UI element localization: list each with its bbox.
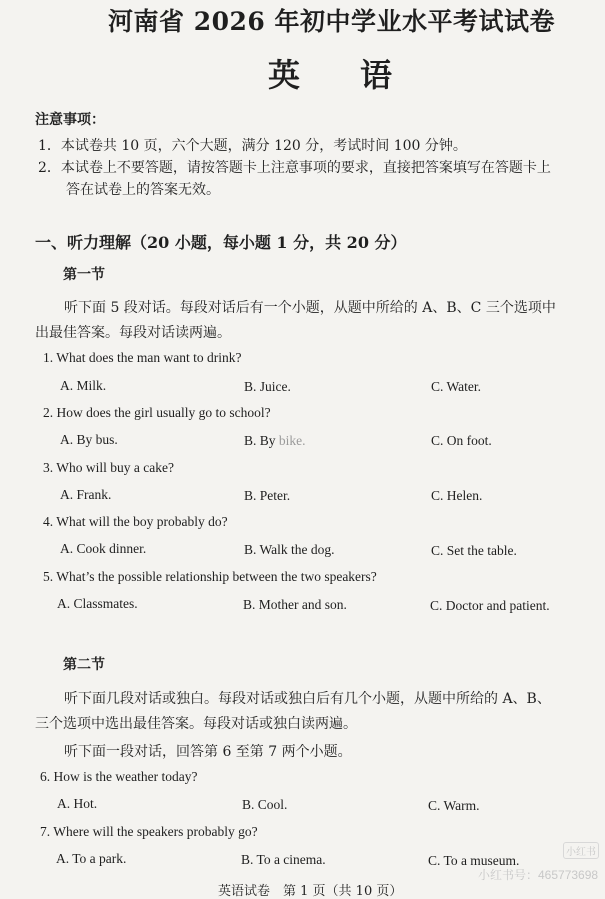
option-b-text: B. By — [244, 433, 279, 448]
watermark-text: 小红书号：465773698 — [478, 868, 599, 882]
option-a: A. Hot. — [57, 796, 98, 811]
notice-heading: 注意事项： — [35, 112, 105, 128]
notice-item: 答在试卷上的答案无效。 — [66, 182, 220, 198]
section1-instructions: 听下面 5 段对话。每段对话后有一个小题，从题中所给的 A、B、C 三个选项中 — [64, 300, 556, 316]
watermark-badge: 小红书 — [563, 842, 599, 859]
option-a: A. Classmates. — [57, 596, 138, 611]
question-3: 3. Who will buy a cake? — [43, 460, 174, 475]
option-a: A. Cook dinner. — [60, 541, 147, 556]
notice-item: 2．本试卷上不要答题，请按答题卡上注意事项的要求，直接把答案填写在答题卡上 — [38, 160, 551, 176]
option-b — [244, 433, 306, 449]
section1-instructions: 出最佳答案。每段对话读两遍。 — [35, 325, 231, 341]
option-b: B. To a cinema. — [241, 852, 326, 867]
question-4: 4. What will the boy probably do? — [43, 514, 228, 529]
question-1: 1. What does the man want to drink? — [43, 350, 242, 365]
option-c: C. Set the table. — [431, 543, 517, 558]
option-b: B. Cool. — [242, 797, 288, 812]
option-c: C. On foot. — [431, 433, 492, 448]
question-2: 2. How does the girl usually go to school? — [43, 405, 271, 420]
section2-instructions: 听下面一段对话，回答第 6 至第 7 两个小题。 — [64, 744, 352, 760]
option-b: B. Peter. — [244, 488, 291, 503]
option-c: C. Warm. — [428, 798, 480, 813]
option-b: B. Juice. — [244, 379, 291, 394]
section1-title: 第一节 — [63, 267, 105, 283]
question-7: 7. Where will the speakers probably go? — [40, 824, 258, 839]
section2-title: 第二节 — [63, 657, 105, 673]
notice-item: 1．本试卷共 10 页，六个大题，满分 120 分，考试时间 100 分钟。 — [38, 138, 467, 154]
question-5: 5. What’s the possible relationship between the two speakers? — [43, 569, 377, 584]
option-a: A. Frank. — [60, 487, 112, 502]
option-c: C. To a museum. — [428, 853, 520, 868]
section2-instructions: 听下面几段对话或独白。每段对话或独白后有几个小题，从题中所给的 A、B、 — [64, 691, 551, 707]
exam-title: 河南省 2026 年初中学业水平考试试卷 — [108, 7, 555, 36]
option-c: C. Helen. — [431, 488, 483, 503]
option-a: A. By bus. — [60, 432, 118, 447]
option-b: B. Walk the dog. — [244, 542, 335, 557]
section2-instructions: 三个选项中选出最佳答案。每段对话或独白读两遍。 — [35, 716, 357, 732]
option-b: B. Mother and son. — [243, 597, 347, 612]
question-6: 6. How is the weather today? — [40, 769, 198, 784]
option-b-faint-text: bike. — [278, 433, 306, 448]
option-a: A. To a park. — [56, 851, 127, 866]
option-a: A. Milk. — [60, 378, 107, 393]
part1-title: 一、听力理解（20 小题，每小题 1 分，共 20 分） — [35, 233, 407, 252]
subject-title: 英语 — [268, 56, 453, 94]
option-c: C. Water. — [431, 379, 482, 394]
page-footer: 英语试卷 第 1 页（共 10 页） — [218, 884, 403, 899]
option-c: C. Doctor and patient. — [430, 598, 550, 613]
